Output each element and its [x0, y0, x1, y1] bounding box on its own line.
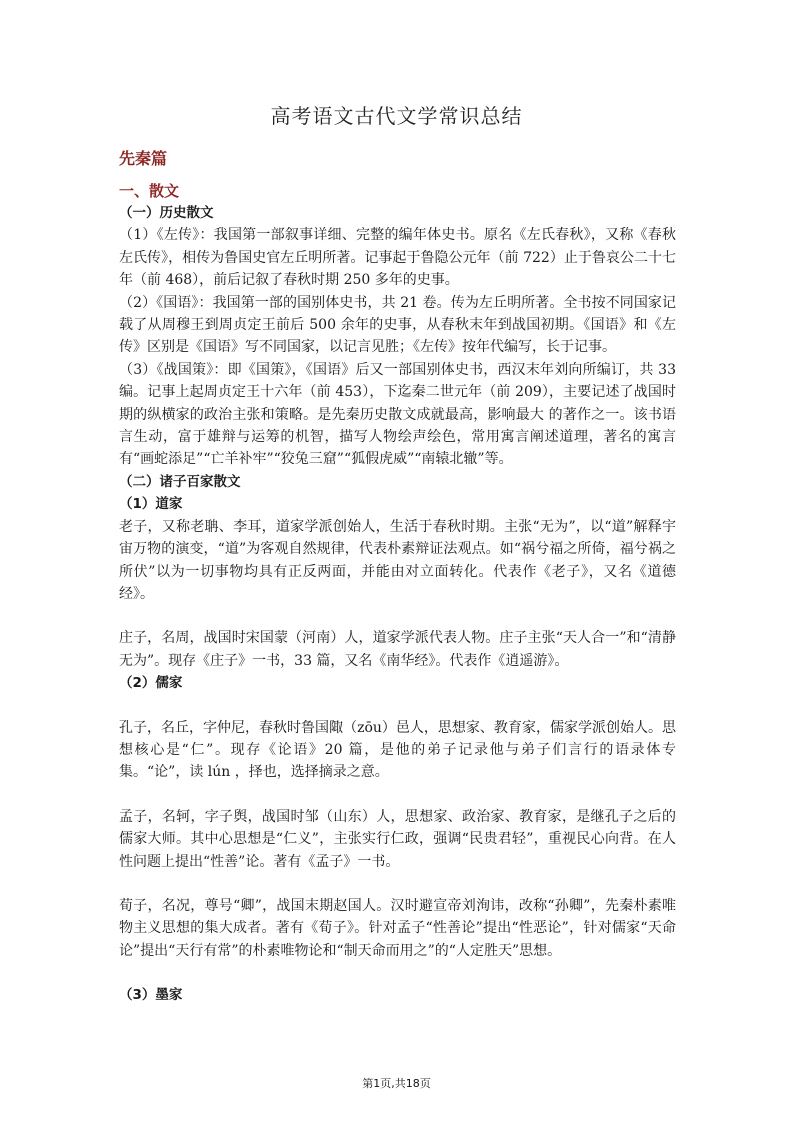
school-heading-rujia: （2）儒家 [119, 675, 183, 692]
document-body [119, 148, 676, 1007]
school-heading-mojia: （3）墨家 [119, 987, 183, 1004]
school-heading-daojia: （1）道家 [119, 496, 183, 513]
paragraph-zuozhuan: （1）《左传》：我国第一部叙事详细、完整的编年体史书。原名《左氏春秋》，又称《春秋左氏传》，相传为鲁国史官左丘明所著。记事起于鲁隐公元年（前 722）止于鲁哀公二十七年（前 468），前后记叙了春秋时期 250 多年的史事。 [119, 227, 676, 289]
section-heading: 一、散文 [119, 182, 180, 200]
spacer [119, 873, 676, 895]
page-title: 高考语文古代文学常识总结 [270, 104, 523, 128]
spacer [119, 962, 676, 984]
subsection-heading: （一）历史散文 [119, 205, 214, 221]
paragraph-kongzi: 孔子，名丘，字仲尼，春秋时鲁国陬（zōu）邑人，思想家、教育家，儒家学派创始人。思想核心是“仁”。现存《论语》20 篇，是他的弟子记录他与弟子们言行的语录体专集。“论”，读 lún ，择也，选择摘录之意。 [119, 719, 676, 781]
paragraph-zhanguoce: （3）《战国策》：即《国策》，《国语》后又一部国别体史书，西汉末年刘向所编订，共 33 编。记事上起周贞定王十六年（前 453），下迄秦二世元年（前 209），主要记述了战国时期的纵横家的政治主张和策略。是先秦历史散文成就最高，影响最大 的著作之一。该书语言生动，富于雄辩与运筹的机智，描写人物绘声绘色，常用寓言阐述道理，著名的寓言有“画蛇添足”“亡羊补牢”“狡兔三窟”“狐假虎威”“南辕北辙”等。 [119, 361, 676, 468]
subsection-heading: （二）诸子百家散文 [119, 473, 241, 490]
paragraph-zhuangzi: 庄子，名周，战国时宋国蒙（河南）人，道家学派代表人物。庄子主张“天人合一”和“清静无为”。现存《庄子》一书，33 篇，又名《南华经》。代表作《逍遥游》。 [119, 630, 676, 669]
paragraph-guoyu: （2）《国语》：我国第一部的国别体史书，共 21 卷。传为左丘明所著。全书按不同国家记载了从周穆王到周贞定王前后 500 余年的史事，从春秋末年到战国初期。《国语》和《左传》区别是《国语》写不同国家，以记言见胜；《左传》按年代编写，长于记事。 [119, 294, 676, 356]
part-heading: 先秦篇 [119, 149, 168, 168]
spacer [119, 695, 676, 717]
paragraph-mengzi: 孟子，名轲，字子舆，战国时邹（山东）人，思想家、政治家、教育家，是继孔子之后的儒家大师。其中心思想是“仁义”，主张实行仁政，强调“民贵君轻”，重视民心向背。在人性问题上提出“性善”论。著有《孟子》一书。 [119, 808, 676, 870]
paragraph-xunzi: 荀子，名况，尊号“卿”，战国末期赵国人。汉时避宣帝刘洵讳，改称“孙卿”，先秦朴素唯物主义思想的集大成者。著有《荀子》。针对孟子“性善论”提出“性恶论”，针对儒家“天命论”提出“天行有常”的朴素唯物论和“制天命而用之”的“人定胜天”思想。 [119, 897, 676, 959]
page-number: 第1页,共18页 [362, 1077, 431, 1090]
spacer [119, 784, 676, 806]
spacer [119, 605, 676, 627]
paragraph-laozi: 老子，又称老聃、李耳，道家学派创始人，生活于春秋时期。主张“无为”，以“道”解释宇宙万物的演变，“道”为客观自然规律，代表朴素辩证法观点。如“祸兮福之所倚，福兮祸之所伏”以为一切事物均具有正反两面，并能由对立面转化。代表作《老子》，又名《道德经》。 [119, 518, 676, 602]
